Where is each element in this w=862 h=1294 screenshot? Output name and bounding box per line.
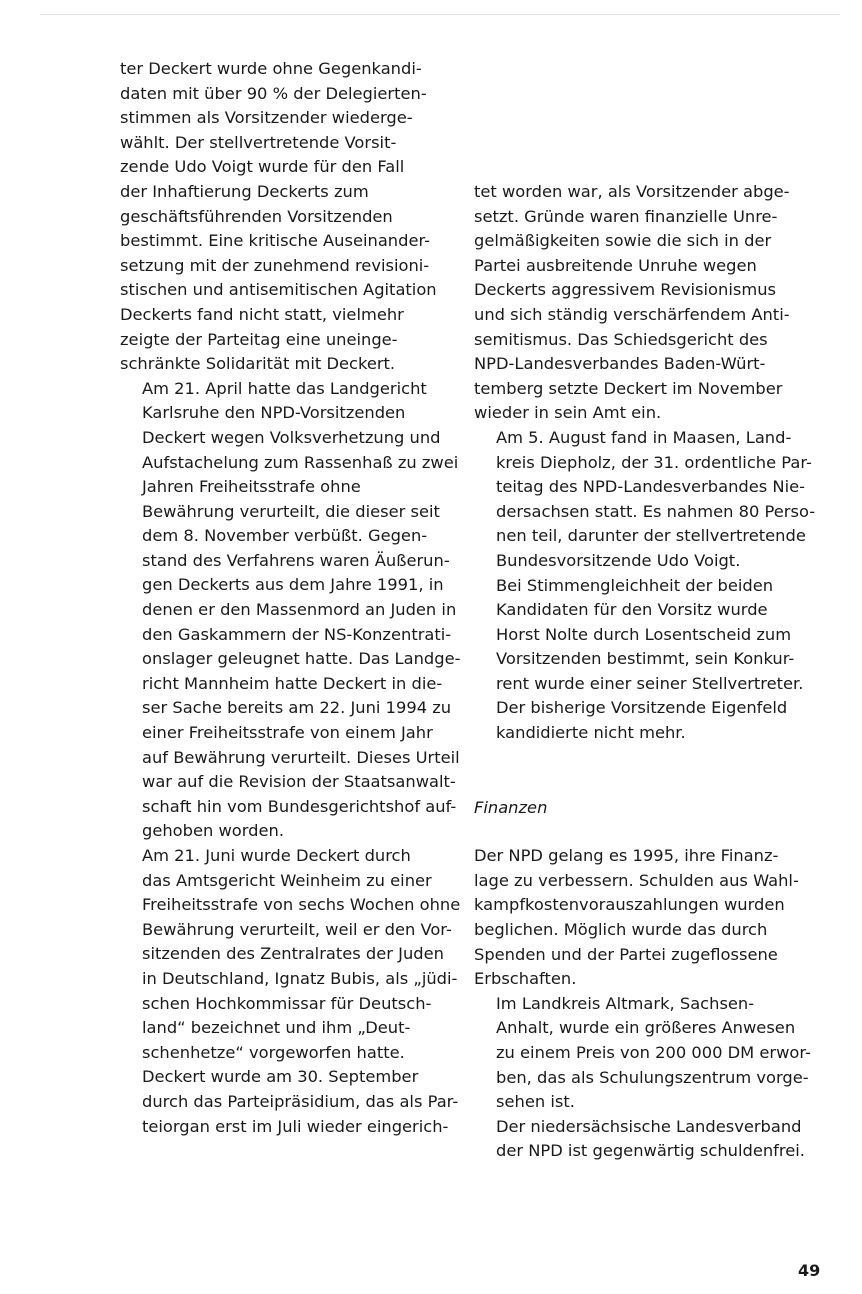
text-line: sehen ist. (496, 1092, 575, 1112)
text-line: das Amtsgericht Weinheim zu einer (142, 870, 432, 890)
text-line: NPD-Landesverbandes Baden-Würt- (474, 354, 766, 374)
top-rule (40, 14, 840, 15)
text-line: wieder in sein Amt ein. (474, 403, 662, 423)
text-line: denen er den Massenmord an Juden in (142, 600, 457, 620)
paragraph (120, 57, 476, 377)
text-line: Am 21. April hatte das Landgericht (142, 378, 427, 398)
text-line: Partei ausbreitende Unruhe wegen (474, 255, 757, 275)
text-line: einer Freiheitsstrafe von einem Jahr (142, 723, 433, 743)
text-line: schränkte Solidarität mit Deckert. (120, 354, 396, 374)
text-line: Bewährung verurteilt, weil er den Vor- (142, 919, 452, 939)
text-line: schaft hin vom Bundesgerichtshof auf- (142, 796, 457, 816)
text-line: schen Hochkommissar für Deutsch- (142, 993, 432, 1013)
text-line: Der niedersächsische Landesverband (496, 1116, 802, 1136)
text-line: temberg setzte Deckert im November (474, 378, 783, 398)
text-line: ben, das als Schulungszentrum vorge- (496, 1067, 809, 1087)
text-line: stischen und antisemitischen Agitation (120, 280, 437, 300)
text-line: Bewährung verurteilt, die dieser seit (142, 501, 440, 521)
text-line: teiorgan erst im Juli wieder eingerich- (142, 1116, 449, 1136)
text-line: in Deutschland, Ignatz Bubis, als „jüdi- (142, 968, 458, 988)
text-line: gelmäßigkeiten sowie die sich in der (474, 231, 772, 251)
text-line: Erbschaften. (474, 969, 577, 989)
text-line: onslager geleugnet hatte. Das Landge- (142, 649, 461, 669)
text-line: kandidierte nicht mehr. (496, 723, 686, 743)
text-line: Aufstachelung zum Rassenhaß zu zwei (142, 452, 459, 472)
text-line: ser Sache bereits am 22. Juni 1994 zu (142, 698, 452, 718)
text-line: Spenden und der Partei zugeflossene (474, 944, 778, 964)
text-line: zende Udo Voigt wurde für den Fall (120, 157, 405, 177)
text-line: Anhalt, wurde ein größeres Anwesen (496, 1018, 796, 1038)
paragraph (120, 1065, 476, 1139)
page-number: 49 (798, 1261, 821, 1280)
text-line: und sich ständig verschärfendem Anti- (474, 304, 790, 324)
text-line: kreis Diepholz, der 31. ordentliche Par- (496, 452, 812, 472)
text-line: semitismus. Das Schiedsgericht des (474, 329, 768, 349)
text-line: Im Landkreis Altmark, Sachsen- (496, 993, 755, 1013)
text-line: Deckert wurde am 30. September (142, 1067, 419, 1087)
text-line: war auf die Revision der Staatsanwalt- (142, 772, 456, 792)
text-line: setzung mit der zunehmend revisioni- (120, 255, 430, 275)
text-line: setzt. Gründe waren finanzielle Unre- (474, 206, 778, 226)
text-line: Freiheitsstrafe von sechs Wochen ohne (142, 895, 461, 915)
text-line: gen Deckerts aus dem Jahre 1991, in (142, 575, 444, 595)
text-line: Jahren Freiheitsstrafe ohne (142, 477, 361, 497)
paragraph (474, 180, 830, 426)
text-line: gehoben worden. (142, 821, 285, 841)
text-line: dersachsen statt. Es nahmen 80 Perso- (496, 501, 816, 521)
text-line: beglichen. Möglich wurde das durch (474, 920, 768, 940)
paragraph (474, 1115, 830, 1164)
text-line: Der NPD gelang es 1995, ihre Finanz- (474, 846, 779, 866)
text-line: daten mit über 90 % der Delegierten- (120, 83, 427, 103)
text-line: wählt. Der stellvertretende Vorsit- (120, 132, 397, 152)
text-line: auf Bewährung verurteilt. Dieses Urteil (142, 747, 460, 767)
text-line: ter Deckert wurde ohne Gegenkandi- (120, 59, 422, 78)
text-line: stand des Verfahrens waren Äußerun- (142, 550, 450, 570)
text-line: durch das Parteipräsidium, das als Par- (142, 1091, 459, 1111)
left-column (120, 57, 476, 1139)
text-line: Der bisherige Vorsitzende Eigenfeld (496, 698, 788, 718)
text-line: Bei Stimmengleichheit der beiden (496, 575, 774, 595)
text-line: Horst Nolte durch Losentscheid zum (496, 624, 792, 644)
paragraph (474, 574, 830, 746)
text-line: richt Mannheim hatte Deckert in die- (142, 673, 443, 693)
text-line: Bundesvorsitzende Udo Voigt. (496, 550, 741, 570)
paragraph (120, 377, 476, 844)
text-line: Am 21. Juni wurde Deckert durch (142, 846, 411, 865)
text-line: zeigte der Parteitag eine uneinge- (120, 329, 398, 349)
text-line: der Inhaftierung Deckerts zum (120, 181, 369, 201)
text-line: Kandidaten für den Vorsitz wurde (496, 600, 768, 620)
text-line: land“ bezeichnet und ihm „Deut- (142, 1018, 411, 1038)
text-line: kampfkostenvorauszahlungen wurden (474, 895, 785, 915)
text-line: geschäftsführenden Vorsitzenden (120, 206, 393, 226)
right-paragraphs-before (474, 180, 830, 746)
text-line: Vorsitzenden bestimmt, sein Konkur- (496, 649, 795, 669)
text-line: bestimmt. Eine kritische Auseinander- (120, 231, 430, 251)
text-line: sitzenden des Zentralrates der Juden (142, 944, 444, 964)
text-line: Deckert wegen Volksverhetzung und (142, 427, 441, 447)
text-line: Karlsruhe den NPD-Vorsitzenden (142, 403, 406, 423)
paragraph (474, 992, 830, 1115)
right-column (474, 180, 830, 1164)
text-line: dem 8. November verbüßt. Gegen- (142, 526, 428, 546)
text-line: nen teil, darunter der stellvertretende (496, 526, 806, 546)
section-heading-finanzen: Finanzen (474, 797, 548, 817)
text-line: Deckerts aggressivem Revisionismus (474, 280, 776, 300)
text-line: rent wurde einer seiner Stellvertreter. (496, 673, 804, 693)
text-line: teitag des NPD-Landesverbandes Nie- (496, 477, 805, 497)
text-line: stimmen als Vorsitzender wiederge- (120, 108, 413, 128)
text-line: den Gaskammern der NS-Konzentrati- (142, 624, 452, 644)
text-line: Am 5. August fand in Maasen, Land- (496, 427, 792, 447)
text-line: tet worden war, als Vorsitzender abge- (474, 182, 790, 201)
paragraph (474, 426, 830, 574)
paragraph (474, 844, 830, 992)
text-line: Deckerts fand nicht statt, vielmehr (120, 304, 404, 324)
text-line: lage zu verbessern. Schulden aus Wahl- (474, 870, 799, 890)
text-line: schenhetze“ vorgeworfen hatte. (142, 1042, 405, 1062)
text-line: der NPD ist gegenwärtig schuldenfrei. (496, 1141, 805, 1161)
text-line: zu einem Preis von 200 000 DM erwor- (496, 1043, 811, 1062)
right-paragraphs-after (474, 844, 830, 1164)
paragraph (120, 844, 476, 1065)
